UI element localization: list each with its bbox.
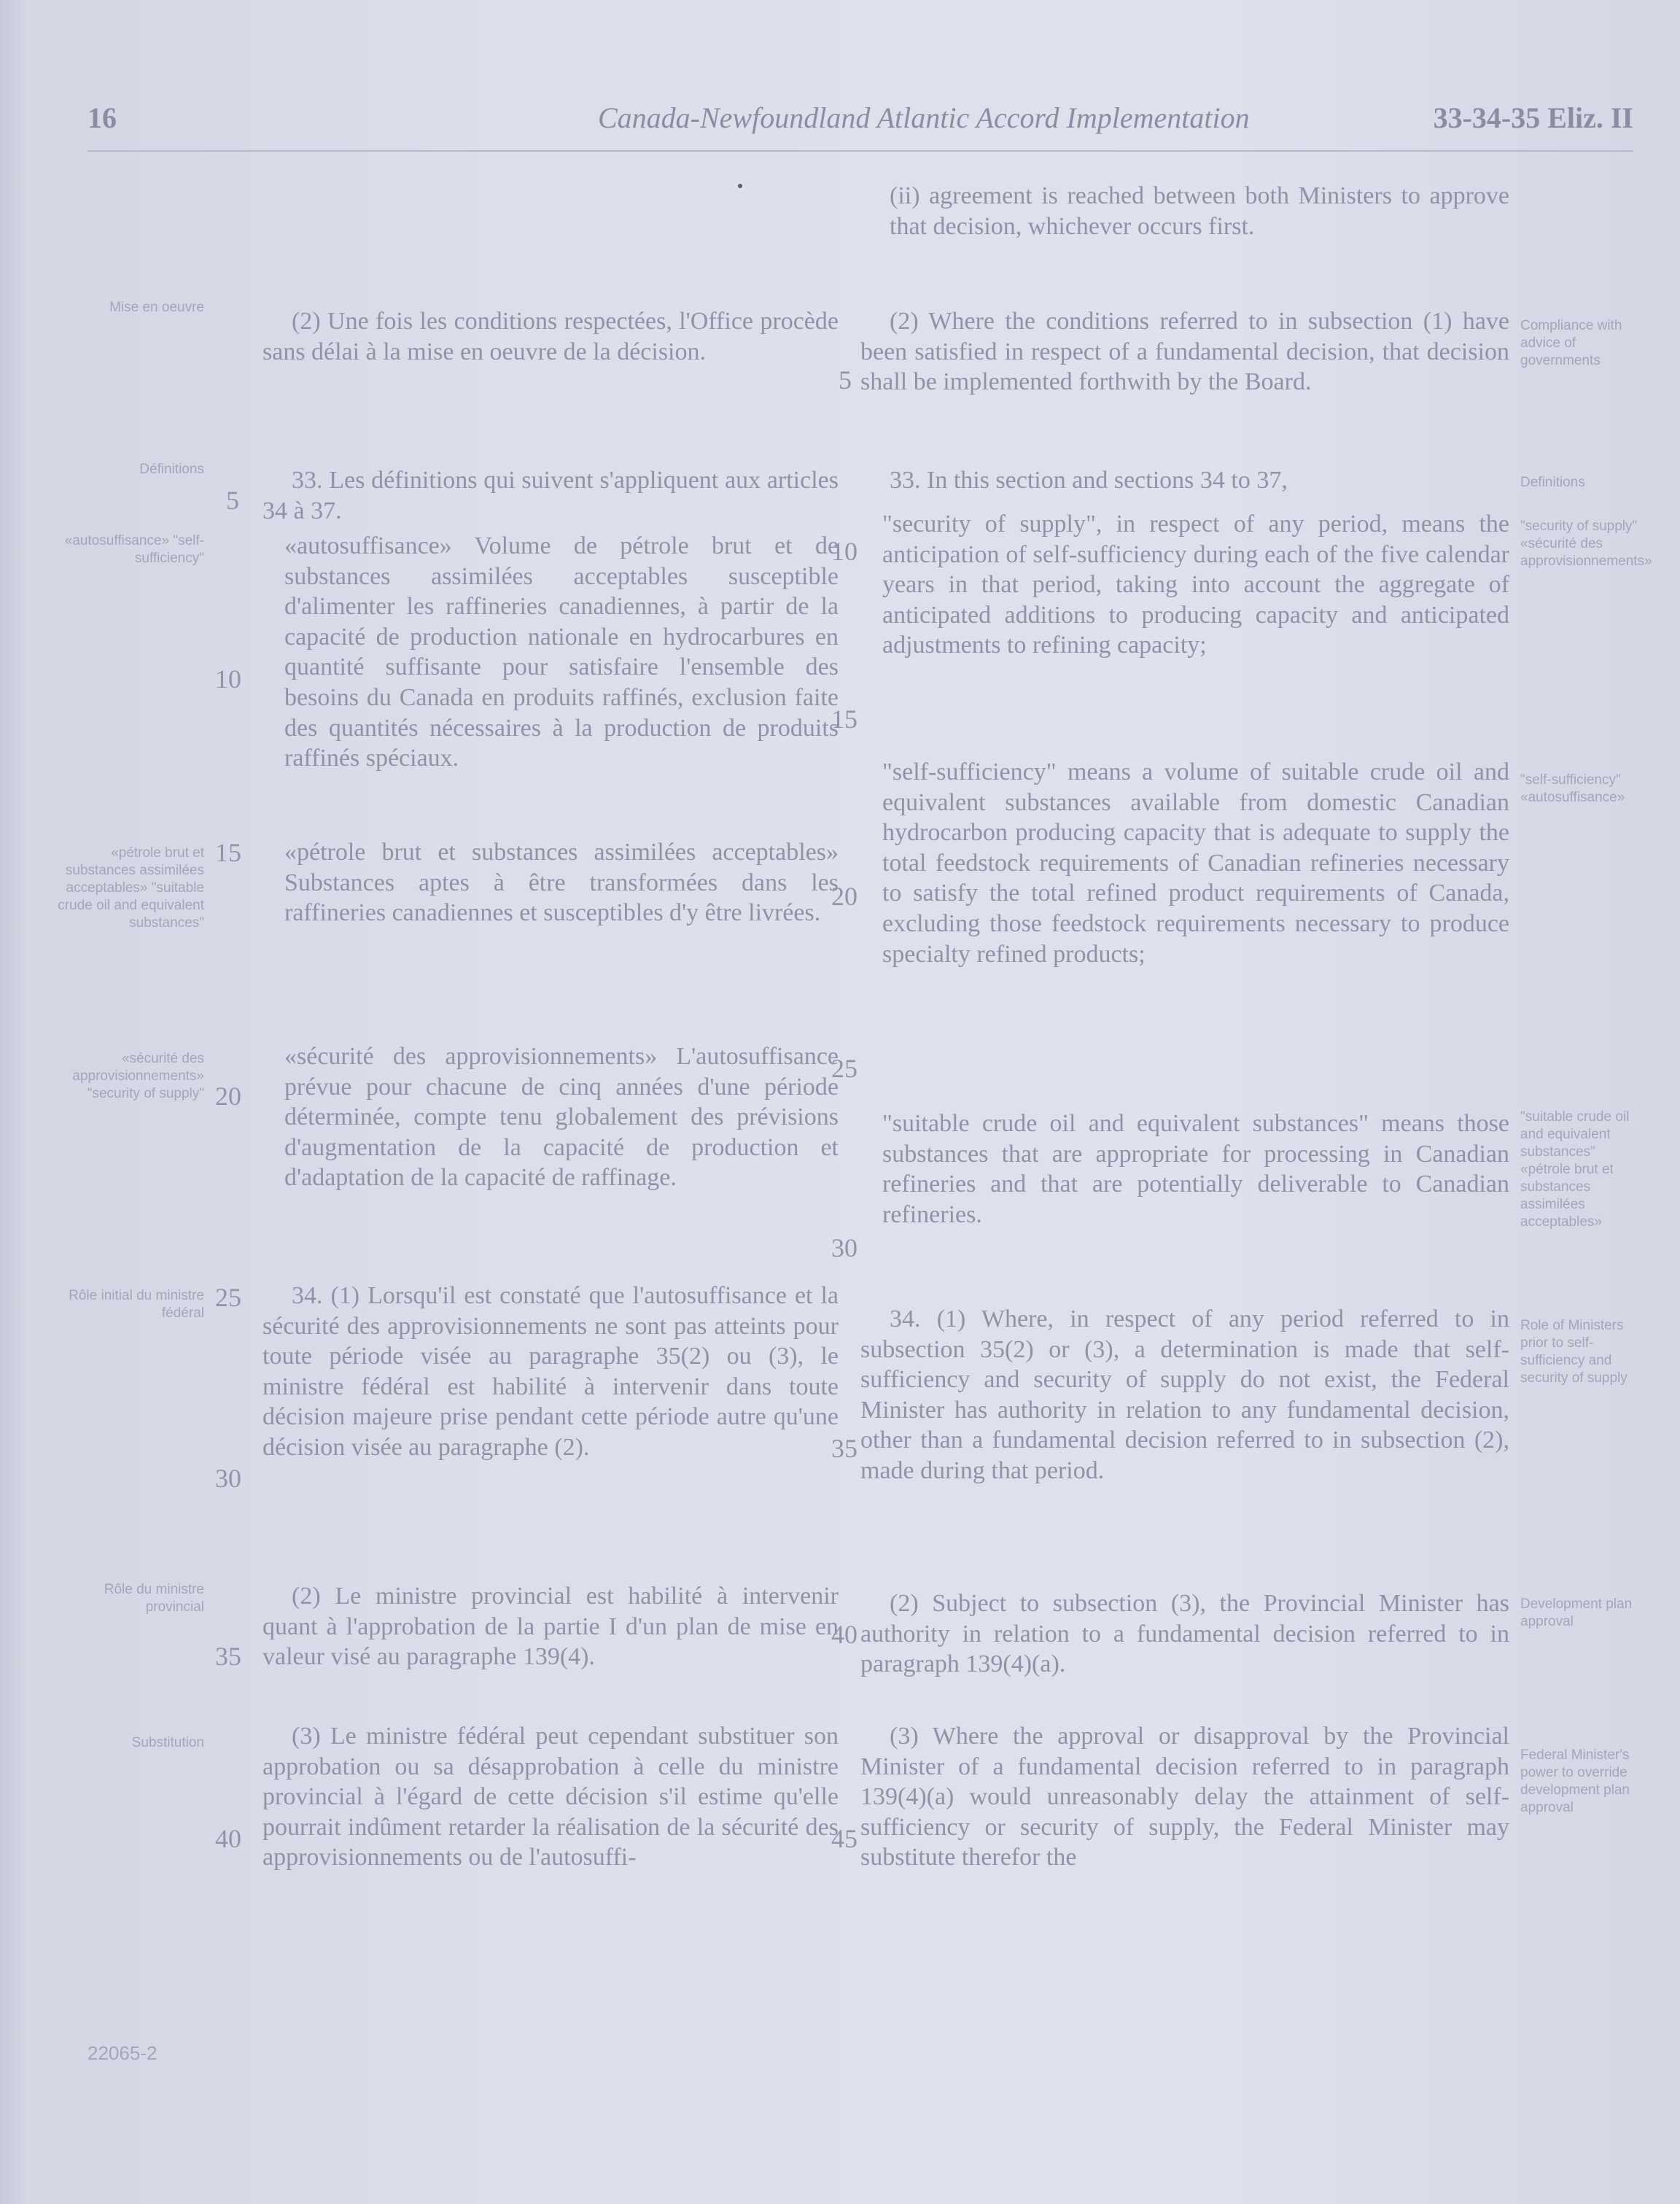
page-number: 16	[88, 101, 117, 134]
act-title: Canada-Newfoundland Atlantic Accord Implementation	[598, 101, 1250, 134]
line-number: 5	[839, 365, 852, 395]
line-number: 10	[215, 664, 241, 694]
english-paragraph: (3) Where the approval or disapproval by the Provincial Minister of a fundamental decision referred to in paragraph 139(4)(a) would unreasonably delay the attainment of self-sufficiency or security of supply, the Federal Minister may substitute therefor the	[860, 1723, 1509, 1871]
french-paragraph: 33. Les définitions qui suivent s'appliquent aux articles 34 à 37.	[262, 467, 839, 524]
line-number: 45	[831, 1824, 858, 1853]
marginal-note-french: Mise en oeuvre	[109, 300, 204, 315]
line-number: 35	[215, 1642, 241, 1671]
english-paragraph: 33. In this section and sections 34 to 37,	[890, 467, 1288, 494]
french-definition: «sécurité des approvisionnements» L'autosuffisance prévue pour chacune de cinq années d'une période déterminée, compte tenu globalement des prévisions d'augmentation de la capacité de production et d'adaptation de la capacité de raffinage.	[284, 1043, 839, 1192]
line-number: 35	[831, 1434, 858, 1463]
french-paragraph: (2) Une fois les conditions respectées, l'Office procède sans délai à la mise en oeuvre de la décision.	[262, 308, 839, 365]
french-definition: «autosuffisance» Volume de pétrole brut et de substances assimilées acceptables susceptible d'alimenter les raffineries canadiennes, à partir de la capacité de production nationale en hydrocarbures en quantité suffisante pour satisfaire l'ensemble des besoins du Canada en produits raffinés, exclusion faite des quantités nécessaires à la production de produits raffinés spéciaux.	[284, 532, 839, 772]
line-number: 20	[831, 882, 858, 911]
english-paragraph: 34. (1) Where, in respect of any period referred to in subsection 35(2) or (3), a determination is made that self-sufficiency and security of supply do not exist, the Federal Minister has authority in relation to any fundamental decision, other than a fundamental decision referred to in subsection (2), made during that period.	[860, 1305, 1509, 1484]
marginal-note-french: Définitions	[139, 462, 204, 477]
ink-speck	[738, 184, 742, 188]
french-paragraph: (2) Le ministre provincial est habilité à intervenir quant à l'approbation de la partie I d'un plan de mise en valeur visé au paragraphe 139(4).	[262, 1583, 839, 1671]
marginal-note-english: Development plan approval	[1520, 1596, 1633, 1629]
line-number: 20	[215, 1082, 241, 1111]
marginal-note-french: «sécurité des approvisionnements» "security of supply"	[72, 1051, 204, 1101]
marginal-note-english: Federal Minister's power to override development plan approval	[1520, 1747, 1630, 1815]
english-definition: "security of supply", in respect of any period, means the anticipation of self-sufficiency during each of the five calendar years in that period, taking into account the aggregate of anticipated additions to producing capacity and anticipated adjustments to refining capacity;	[882, 511, 1509, 659]
english-paragraph: (ii) agreement is reached between both Ministers to approve that decision, whichever occurs first.	[890, 182, 1509, 240]
running-header	[88, 101, 1633, 144]
line-number: 30	[215, 1464, 241, 1493]
marginal-note-english: "suitable crude oil and equivalent substances" «pétrole brut et substances assimilées acceptables»	[1520, 1109, 1630, 1230]
page-spine-shadow	[0, 0, 29, 2204]
line-number: 40	[215, 1824, 241, 1853]
line-number: 40	[831, 1620, 858, 1649]
marginal-note-english: "security of supply" «sécurité des approvisionnements»	[1520, 519, 1652, 569]
marginal-note-english: Role of Ministers prior to self-sufficiency and security of supply	[1520, 1318, 1628, 1386]
english-paragraph: (2) Subject to subsection (3), the Provincial Minister has authority in relation to a fundamental decision referred to in paragraph 139(4)(a).	[860, 1590, 1509, 1678]
line-number: 15	[215, 838, 241, 867]
english-definition: "suitable crude oil and equivalent substances" means those substances that are appropriate for processing in Canadian refineries and that are potentially deliverable to Canadian refineries.	[882, 1110, 1509, 1228]
header-rule	[88, 150, 1633, 152]
print-code: 22065-2	[88, 2042, 158, 2064]
french-paragraph: (3) Le ministre fédéral peut cependant substituer son approbation ou sa désapprobation à celle du ministre provincial à l'égard de cette décision s'il estime qu'elle pourrait indûment retarder la réalisation de la sécurité des approvisionnements ou de l'autosuffi-	[262, 1723, 839, 1871]
line-number: 10	[831, 537, 858, 566]
line-number: 25	[831, 1054, 858, 1083]
marginal-note-french: «pétrole brut et substances assimilées acceptables» "suitable crude oil and equivalent substances"	[58, 845, 204, 931]
marginal-note-french: Rôle du ministre provincial	[104, 1582, 204, 1615]
line-number: 30	[831, 1233, 858, 1262]
french-definition: «pétrole brut et substances assimilées acceptables» Substances aptes à être transformées dans les raffineries canadiennes et susceptibles d'y être livrées.	[284, 839, 839, 927]
line-number: 5	[226, 486, 239, 515]
english-definition: "self-sufficiency" means a volume of suitable crude oil and equivalent substances available from domestic Canadian hydrocarbon producing capacity that is adequate to supply the total feedstock requirements of Canadian refineries necessary to satisfy the total refined product requirements of Canada, excluding those feedstock requirements necessary to produce specialty refined products;	[882, 758, 1509, 968]
french-paragraph: 34. (1) Lorsqu'il est constaté que l'autosuffisance et la sécurité des approvisionnements ne sont pas atteints pour toute période visée au paragraphe 35(2) ou (3), le ministre fédéral est habilité à intervenir dans toute décision majeure prise pendant cette période autre qu'une décision visée au paragraphe (2).	[262, 1282, 839, 1461]
regnal-year: 33-34-35 Eliz. II	[1433, 101, 1633, 134]
marginal-note-french: Rôle initial du ministre fédéral	[69, 1288, 204, 1321]
marginal-note-english: "self-sufficiency" «autosuffisance»	[1520, 772, 1625, 805]
marginal-note-french: «autosuffisance» "self-sufficiency"	[64, 533, 204, 566]
marginal-note-french: Substitution	[131, 1735, 204, 1750]
english-paragraph: (2) Where the conditions referred to in subsection (1) have been satisfied in respect of a fundamental decision, that decision shall be implemented forthwith by the Board.	[860, 308, 1509, 396]
line-number: 25	[215, 1283, 241, 1312]
marginal-note-english: Compliance with advice of governments	[1520, 318, 1622, 368]
line-number: 15	[831, 705, 858, 734]
marginal-note-english: Definitions	[1520, 475, 1585, 490]
